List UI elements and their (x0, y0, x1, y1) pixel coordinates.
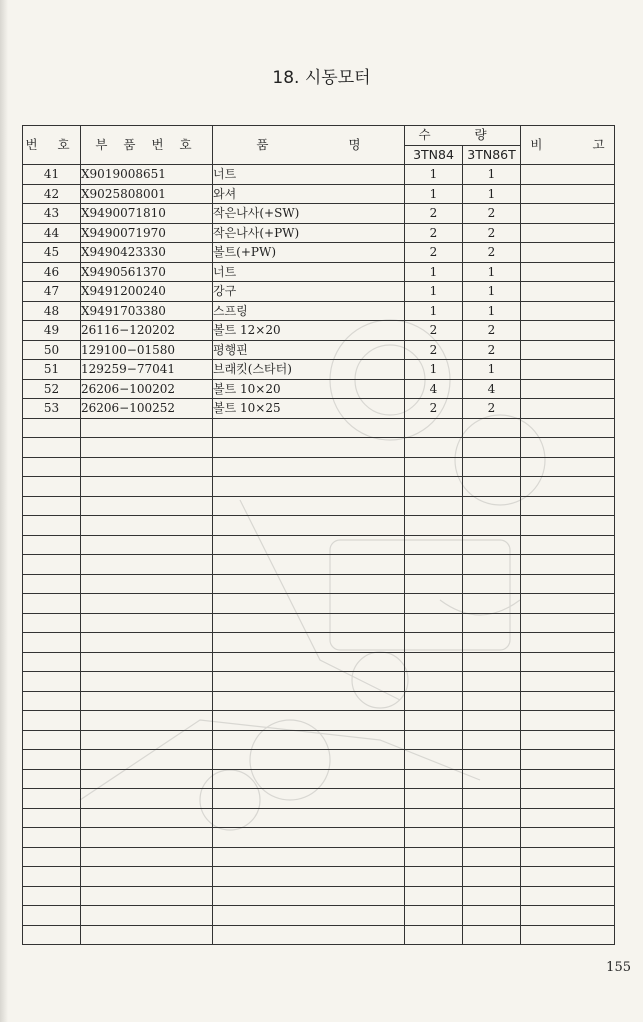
row-part-no: 26116−120202 (81, 321, 213, 341)
empty-cell (521, 477, 615, 497)
empty-cell (521, 516, 615, 536)
row-qty-a: 1 (405, 184, 463, 204)
empty-cell (463, 769, 521, 789)
empty-cell (463, 652, 521, 672)
empty-table-row (23, 535, 615, 555)
empty-cell (213, 418, 405, 438)
row-note (521, 204, 615, 224)
row-part-no: 129100−01580 (81, 340, 213, 360)
empty-cell (213, 691, 405, 711)
row-part-no: 129259−77041 (81, 360, 213, 380)
row-qty-b: 1 (463, 360, 521, 380)
empty-cell (81, 418, 213, 438)
empty-cell (23, 906, 81, 926)
row-qty-b: 2 (463, 223, 521, 243)
empty-table-row (23, 652, 615, 672)
empty-cell (405, 418, 463, 438)
table-row (23, 282, 615, 302)
row-qty-b: 1 (463, 262, 521, 282)
row-part-no: X9491200240 (81, 282, 213, 302)
empty-cell (521, 808, 615, 828)
page-edge (0, 0, 8, 1022)
empty-cell (23, 418, 81, 438)
row-note (521, 184, 615, 204)
header-note-left: 비 (530, 137, 543, 152)
row-qty-a: 1 (405, 301, 463, 321)
empty-table-row (23, 457, 615, 477)
empty-cell (521, 418, 615, 438)
empty-cell (463, 828, 521, 848)
empty-cell (81, 925, 213, 945)
row-part-no: X9019008651 (81, 165, 213, 185)
empty-cell (23, 691, 81, 711)
empty-cell (405, 750, 463, 770)
row-no: 45 (23, 243, 81, 263)
empty-cell (23, 516, 81, 536)
empty-cell (213, 847, 405, 867)
empty-cell (23, 711, 81, 731)
empty-cell (521, 457, 615, 477)
header-model-a: 3TN84 (405, 145, 463, 165)
row-qty-b: 1 (463, 282, 521, 302)
row-qty-a: 1 (405, 282, 463, 302)
empty-cell (23, 555, 81, 575)
empty-cell (81, 750, 213, 770)
header-note-right: 고 (592, 137, 605, 152)
empty-cell (521, 711, 615, 731)
empty-cell (463, 633, 521, 653)
empty-table-row (23, 633, 615, 653)
empty-cell (213, 652, 405, 672)
page-title: 18. 시동모터 (272, 68, 371, 88)
row-qty-b: 1 (463, 165, 521, 185)
empty-cell (81, 730, 213, 750)
empty-cell (405, 613, 463, 633)
row-name: 작은나사(+SW) (213, 204, 405, 224)
empty-cell (463, 750, 521, 770)
empty-cell (463, 535, 521, 555)
empty-cell (213, 789, 405, 809)
empty-cell (213, 477, 405, 497)
row-qty-b: 2 (463, 399, 521, 419)
parts-table (22, 125, 615, 945)
empty-cell (81, 516, 213, 536)
empty-cell (463, 691, 521, 711)
empty-table-row (23, 496, 615, 516)
empty-cell (23, 574, 81, 594)
row-no: 44 (23, 223, 81, 243)
row-no: 49 (23, 321, 81, 341)
row-name: 볼트 12×20 (213, 321, 405, 341)
empty-cell (23, 925, 81, 945)
row-qty-a: 1 (405, 262, 463, 282)
empty-table-row (23, 672, 615, 692)
empty-cell (521, 438, 615, 458)
table-row (23, 262, 615, 282)
empty-table-row (23, 438, 615, 458)
empty-cell (81, 672, 213, 692)
empty-cell (521, 555, 615, 575)
empty-cell (463, 418, 521, 438)
row-part-no: X9490423330 (81, 243, 213, 263)
empty-cell (521, 613, 615, 633)
empty-table-row (23, 711, 615, 731)
table-row (23, 379, 615, 399)
empty-table-row (23, 808, 615, 828)
empty-table-row (23, 925, 615, 945)
empty-cell (463, 477, 521, 497)
empty-cell (23, 633, 81, 653)
empty-cell (23, 789, 81, 809)
header-model-b: 3TN86T (463, 145, 521, 165)
row-name: 강구 (213, 282, 405, 302)
row-name: 너트 (213, 262, 405, 282)
row-qty-a: 1 (405, 165, 463, 185)
empty-cell (463, 906, 521, 926)
row-qty-b: 1 (463, 301, 521, 321)
empty-cell (521, 847, 615, 867)
empty-cell (213, 906, 405, 926)
header-note (521, 126, 615, 165)
empty-table-row (23, 769, 615, 789)
empty-cell (521, 594, 615, 614)
empty-cell (463, 574, 521, 594)
empty-table-row (23, 555, 615, 575)
row-qty-a: 2 (405, 340, 463, 360)
row-note (521, 243, 615, 263)
empty-cell (23, 730, 81, 750)
row-no: 53 (23, 399, 81, 419)
empty-cell (213, 925, 405, 945)
empty-cell (405, 925, 463, 945)
row-no: 43 (23, 204, 81, 224)
row-name: 너트 (213, 165, 405, 185)
empty-cell (213, 808, 405, 828)
row-qty-a: 2 (405, 321, 463, 341)
empty-cell (213, 555, 405, 575)
row-no: 41 (23, 165, 81, 185)
row-no: 52 (23, 379, 81, 399)
empty-cell (23, 750, 81, 770)
empty-cell (463, 438, 521, 458)
parts-table-body (23, 165, 615, 945)
header-no: 번 호 (23, 126, 81, 165)
table-row (23, 301, 615, 321)
empty-cell (405, 906, 463, 926)
row-part-no: 26206−100202 (81, 379, 213, 399)
empty-cell (521, 633, 615, 653)
empty-table-row (23, 886, 615, 906)
empty-cell (23, 886, 81, 906)
empty-cell (213, 867, 405, 887)
row-note (521, 262, 615, 282)
empty-cell (81, 496, 213, 516)
empty-cell (521, 925, 615, 945)
empty-table-row (23, 847, 615, 867)
empty-cell (23, 808, 81, 828)
header-name (213, 126, 405, 165)
empty-cell (521, 886, 615, 906)
row-part-no: X9490071810 (81, 204, 213, 224)
empty-cell (23, 672, 81, 692)
empty-cell (213, 633, 405, 653)
empty-table-row (23, 828, 615, 848)
row-note (521, 165, 615, 185)
empty-cell (463, 867, 521, 887)
empty-cell (81, 438, 213, 458)
row-name: 평행핀 (213, 340, 405, 360)
row-part-no: 26206−100252 (81, 399, 213, 419)
empty-cell (521, 867, 615, 887)
empty-cell (405, 730, 463, 750)
row-qty-b: 4 (463, 379, 521, 399)
empty-cell (521, 789, 615, 809)
empty-table-row (23, 574, 615, 594)
empty-cell (81, 555, 213, 575)
page-number: 155 (606, 960, 631, 975)
empty-cell (81, 535, 213, 555)
empty-cell (405, 711, 463, 731)
empty-cell (213, 613, 405, 633)
empty-cell (463, 613, 521, 633)
empty-cell (213, 711, 405, 731)
empty-cell (81, 906, 213, 926)
row-name: 브래킷(스타터) (213, 360, 405, 380)
empty-cell (463, 847, 521, 867)
empty-cell (81, 633, 213, 653)
empty-cell (81, 789, 213, 809)
empty-cell (521, 828, 615, 848)
empty-cell (81, 711, 213, 731)
empty-cell (405, 516, 463, 536)
empty-cell (23, 867, 81, 887)
empty-cell (81, 613, 213, 633)
empty-cell (405, 438, 463, 458)
empty-cell (81, 652, 213, 672)
row-part-no: X9490561370 (81, 262, 213, 282)
empty-cell (23, 613, 81, 633)
row-no: 42 (23, 184, 81, 204)
empty-cell (213, 886, 405, 906)
row-note (521, 340, 615, 360)
empty-cell (213, 730, 405, 750)
empty-cell (463, 594, 521, 614)
empty-cell (81, 477, 213, 497)
empty-cell (213, 457, 405, 477)
empty-table-row (23, 789, 615, 809)
table-row (23, 243, 615, 263)
row-name: 와셔 (213, 184, 405, 204)
row-qty-a: 2 (405, 243, 463, 263)
empty-cell (405, 574, 463, 594)
header-name-right: 명 (348, 137, 361, 152)
row-qty-b: 2 (463, 204, 521, 224)
row-note (521, 282, 615, 302)
table-row (23, 360, 615, 380)
empty-cell (405, 828, 463, 848)
empty-cell (521, 574, 615, 594)
empty-cell (405, 457, 463, 477)
table-row (23, 399, 615, 419)
empty-cell (81, 457, 213, 477)
empty-table-row (23, 730, 615, 750)
empty-cell (213, 516, 405, 536)
empty-cell (405, 672, 463, 692)
row-name: 스프링 (213, 301, 405, 321)
empty-cell (405, 867, 463, 887)
empty-cell (521, 535, 615, 555)
empty-cell (521, 906, 615, 926)
table-row (23, 340, 615, 360)
empty-cell (23, 477, 81, 497)
header-name-left: 품 (256, 137, 269, 152)
empty-cell (521, 750, 615, 770)
empty-cell (81, 847, 213, 867)
empty-cell (405, 789, 463, 809)
empty-cell (81, 808, 213, 828)
empty-cell (23, 438, 81, 458)
table-row (23, 204, 615, 224)
empty-cell (23, 535, 81, 555)
empty-cell (405, 477, 463, 497)
empty-cell (81, 867, 213, 887)
row-qty-a: 1 (405, 360, 463, 380)
empty-cell (213, 496, 405, 516)
row-note (521, 321, 615, 341)
empty-cell (213, 574, 405, 594)
empty-cell (521, 769, 615, 789)
row-note (521, 223, 615, 243)
row-no: 48 (23, 301, 81, 321)
empty-table-row (23, 477, 615, 497)
empty-cell (463, 555, 521, 575)
empty-cell (521, 730, 615, 750)
header-part-no: 부 품 번 호 (81, 126, 213, 165)
row-qty-a: 2 (405, 399, 463, 419)
empty-cell (405, 847, 463, 867)
empty-cell (463, 730, 521, 750)
empty-cell (405, 555, 463, 575)
table-row (23, 321, 615, 341)
row-no: 51 (23, 360, 81, 380)
table-row (23, 223, 615, 243)
empty-cell (213, 828, 405, 848)
empty-cell (81, 691, 213, 711)
row-note (521, 399, 615, 419)
empty-cell (213, 535, 405, 555)
row-part-no: X9025808001 (81, 184, 213, 204)
row-qty-b: 2 (463, 243, 521, 263)
empty-cell (23, 847, 81, 867)
empty-cell (521, 672, 615, 692)
header-qty: 수 량 (405, 126, 521, 146)
row-name: 볼트 10×20 (213, 379, 405, 399)
empty-table-row (23, 750, 615, 770)
row-qty-b: 2 (463, 340, 521, 360)
row-qty-a: 4 (405, 379, 463, 399)
row-qty-a: 2 (405, 204, 463, 224)
empty-cell (81, 594, 213, 614)
empty-cell (463, 789, 521, 809)
empty-cell (521, 691, 615, 711)
empty-cell (213, 438, 405, 458)
row-part-no: X9491703380 (81, 301, 213, 321)
empty-cell (405, 652, 463, 672)
empty-cell (405, 691, 463, 711)
empty-table-row (23, 516, 615, 536)
row-no: 46 (23, 262, 81, 282)
empty-cell (463, 886, 521, 906)
empty-table-row (23, 691, 615, 711)
empty-cell (405, 769, 463, 789)
row-note (521, 360, 615, 380)
empty-cell (213, 672, 405, 692)
empty-table-row (23, 906, 615, 926)
empty-cell (405, 535, 463, 555)
empty-cell (521, 652, 615, 672)
empty-cell (463, 925, 521, 945)
row-part-no: X9490071970 (81, 223, 213, 243)
empty-cell (405, 633, 463, 653)
empty-cell (23, 594, 81, 614)
empty-cell (463, 808, 521, 828)
row-qty-b: 2 (463, 321, 521, 341)
row-note (521, 301, 615, 321)
empty-cell (521, 496, 615, 516)
empty-table-row (23, 594, 615, 614)
empty-cell (463, 457, 521, 477)
empty-cell (405, 808, 463, 828)
table-row (23, 165, 615, 185)
empty-cell (23, 769, 81, 789)
empty-cell (81, 886, 213, 906)
empty-cell (213, 769, 405, 789)
empty-cell (405, 594, 463, 614)
empty-cell (463, 672, 521, 692)
empty-cell (81, 828, 213, 848)
row-name: 볼트(+PW) (213, 243, 405, 263)
empty-cell (405, 496, 463, 516)
empty-cell (213, 594, 405, 614)
empty-cell (23, 457, 81, 477)
row-qty-b: 1 (463, 184, 521, 204)
empty-cell (23, 652, 81, 672)
row-qty-a: 2 (405, 223, 463, 243)
empty-cell (81, 574, 213, 594)
empty-cell (23, 828, 81, 848)
row-no: 47 (23, 282, 81, 302)
empty-table-row (23, 613, 615, 633)
empty-cell (23, 496, 81, 516)
empty-cell (463, 496, 521, 516)
empty-cell (463, 516, 521, 536)
empty-table-row (23, 867, 615, 887)
empty-cell (213, 750, 405, 770)
table-row (23, 184, 615, 204)
empty-cell (81, 769, 213, 789)
row-no: 50 (23, 340, 81, 360)
empty-cell (463, 711, 521, 731)
empty-table-row (23, 418, 615, 438)
empty-cell (405, 886, 463, 906)
row-name: 작은나사(+PW) (213, 223, 405, 243)
row-note (521, 379, 615, 399)
row-name: 볼트 10×25 (213, 399, 405, 419)
